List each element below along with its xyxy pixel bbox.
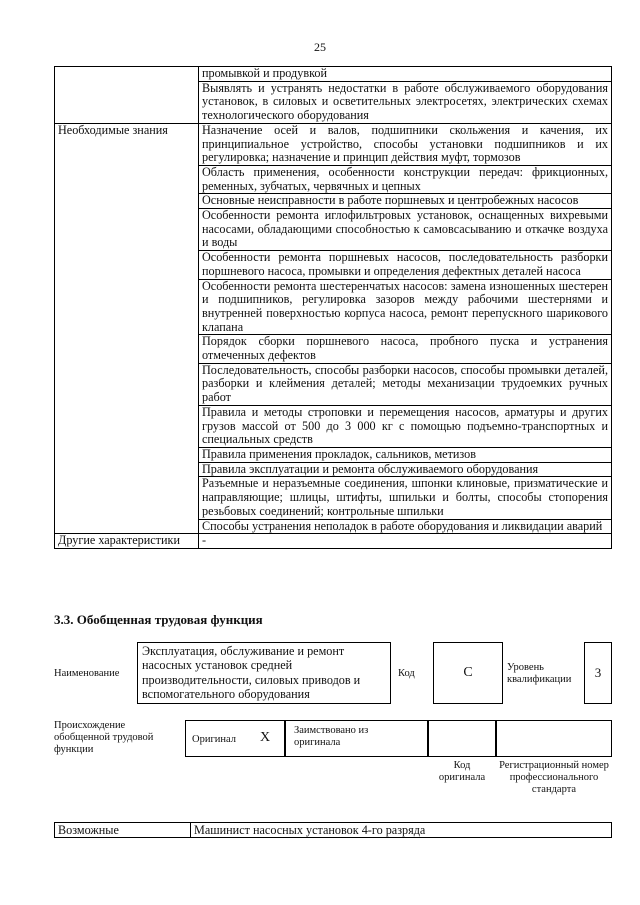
table-row: [55, 534, 612, 549]
row-text: Особенности ремонта шестеренчатых насосов: замена изношенных шестерен и подшипников, регулировка зазоров между рабочими шестернями и внутренней поверхностью корпуса насоса, ремонт перепускного шарикового клапана: [199, 279, 612, 335]
reg-number-cell: [496, 720, 612, 757]
origin-label: Происхождение обобщенной трудовой функции: [54, 720, 154, 755]
row-text: Способы устранения неполадок в работе оборудования и ликвидации аварий: [199, 519, 612, 534]
code-value: C: [433, 642, 503, 704]
row-text: Порядок сборки поршневого насоса, пробного пуска и устранения отмеченных дефектов: [199, 335, 612, 363]
row-text: Область применения, особенности конструкции передач: фрикционных, ременных, зубчатых, червячных и цепных: [199, 165, 612, 193]
row-text: промывкой и продувкой: [199, 67, 612, 82]
bottom-row-value: Машинист насосных установок 4-го разряда: [190, 822, 612, 838]
original-mark: X: [260, 730, 271, 745]
bottom-row-label: Возможные: [54, 822, 191, 838]
section-title: 3.3. Обобщенная трудовая функция: [54, 612, 263, 627]
row-text: Особенности ремонта поршневых насосов, последовательность разборки поршневого насоса, промывки и определения дефектных деталей насоса: [199, 251, 612, 279]
row-text: Последовательность, способы разборки насосов, способы промывки деталей, разборки и клеймения деталей; методы механизации трудоемких ручных работ: [199, 363, 612, 405]
borrowed-label: Заимствовано из оригинала: [294, 725, 369, 748]
page-number: 25: [314, 40, 326, 54]
row-text: Назначение осей и валов, подшипники скольжения и качения, их принципиальное устройство, способы установки подшипников и их регулировка; назначение и принцип действия муфт, тормозов: [199, 123, 612, 165]
table-row: [55, 67, 612, 82]
row-text: Правила и методы строповки и перемещения насосов, арматуры и других грузов массой от 500 до 3 000 кг с помощью подъемно-транспортных и специальных средств: [199, 405, 612, 447]
row-text: Основные неисправности в работе поршневых и центробежных насосов: [199, 194, 612, 209]
level-value: 3: [584, 642, 612, 704]
row-label: Необходимые знания: [55, 123, 199, 533]
code-caption: Код оригинала: [438, 760, 486, 783]
origin-code-cell: [428, 720, 496, 757]
row-text: Правила эксплуатации и ремонта обслуживаемого оборудования: [199, 462, 612, 477]
knowledge-table: [54, 66, 612, 549]
code-label: Код: [398, 668, 415, 679]
row-text: Выявлять и устранять недостатки в работе обслуживаемого оборудования установок, в силовых и осветительных электросетях, электрических схемах технологического оборудования: [199, 81, 612, 123]
table-row: [55, 123, 612, 165]
row-text: Разъемные и неразъемные соединения, шпонки клиновые, призматические и направляющие; шлицы, штифты, шпильки и болты, способы стопорения резьбовых соединений; контрольные шпильки: [199, 477, 612, 519]
function-name: Эксплуатация, обслуживание и ремонт насосных установок средней производительности, силовых приводов и вспомогательного оборудования: [137, 642, 391, 704]
reg-caption: Регистрационный номер профессионального стандарта: [499, 760, 609, 795]
row-label: [55, 67, 199, 124]
row-label: Другие характеристики: [55, 534, 199, 549]
level-label: Уровень квалификации: [507, 662, 572, 685]
name-label: Наименование: [54, 668, 120, 679]
row-text: Правила применения прокладок, сальников, метизов: [199, 447, 612, 462]
row-text: -: [199, 534, 612, 549]
row-text: Особенности ремонта иглофильтровых установок, оснащенных вихревыми насосами, обладающими способностью к самовсасыванию и откачке воздуха и воды: [199, 209, 612, 251]
original-label: Оригинал: [192, 734, 236, 745]
